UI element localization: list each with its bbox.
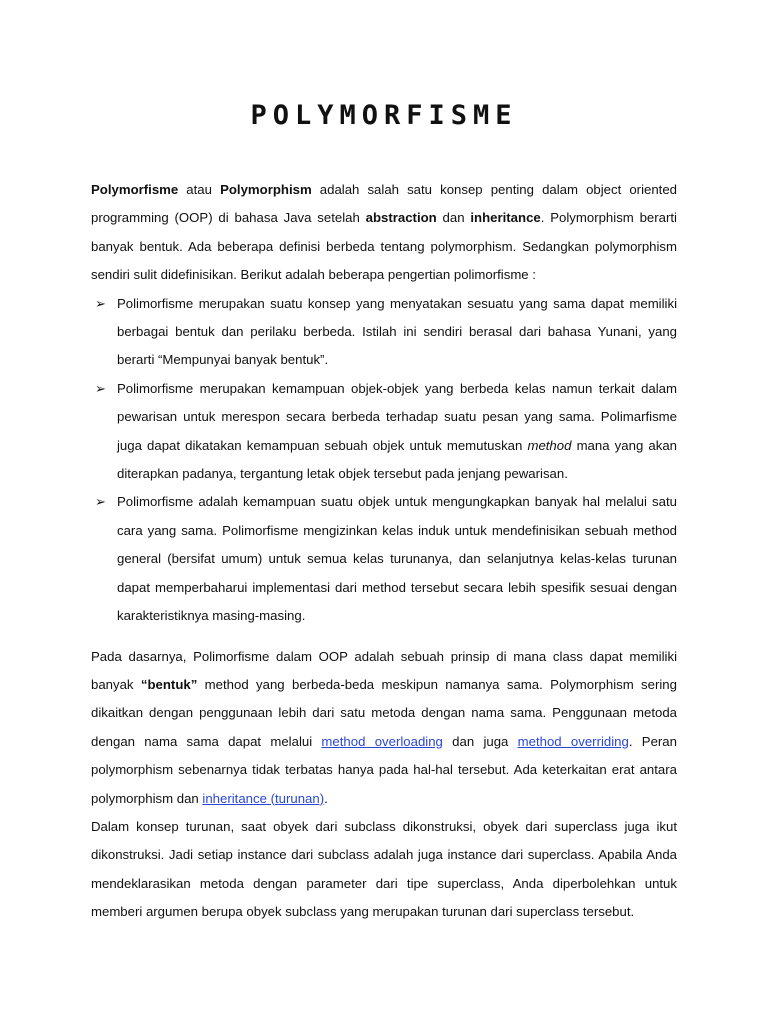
term-abstraction: abstraction — [365, 210, 437, 226]
link-method-overloading[interactable]: method overloading — [321, 733, 443, 749]
intro-text: atau — [178, 182, 221, 197]
paragraph-konsep-turunan: Dalam konsep turunan, saat obyek dari subclass dikonstruksi, obyek dari superclass juga ikut dikonstruksi. Jadi setiap instance dari subclass adalah juga instance dari superclass. Apabila Anda mendeklarasikan metoda dengan parameter dari tipe superclass, Anda diperbolehkan untuk memberi argumen berupa obyek subclass yang merupakan turunan dari superclass tersebut. — [91, 818, 677, 920]
paragraph-spacer — [91, 631, 677, 643]
paragraph-text: . — [324, 790, 328, 806]
intro-text: . Polymorphism berarti banyak bentuk. Ada beberapa definisi berbeda tentang polymorphism. Sedangkan polymorphism sendiri sulit didefinisikan. Berikut adalah beberapa pengertian polimorfisme : — [91, 210, 677, 283]
list-item — [91, 290, 677, 375]
list-item — [91, 375, 677, 489]
paragraph-text: . Peran polymorphism sebenarnya tidak terbatas hanya pada hal-hal tersebut. Ada keterkaitan erat antara polymorphism dan — [91, 733, 677, 806]
document-body — [91, 176, 677, 927]
arrow-bullet-icon: ➢ — [95, 380, 106, 396]
paragraph-pada-dasarnya — [91, 643, 677, 813]
term-bentuk: “bentuk” — [140, 676, 198, 692]
term-polymorphism: Polymorphism — [220, 182, 312, 197]
term-method-italic: method — [527, 437, 572, 453]
term-inheritance: inheritance — [470, 210, 541, 226]
paragraph-text: dan juga — [442, 733, 518, 749]
arrow-bullet-icon: ➢ — [95, 494, 106, 510]
definition-list — [91, 290, 677, 631]
intro-paragraph — [91, 176, 677, 290]
list-item-text: Polimorfisme merupakan suatu konsep yang menyatakan sesuatu yang sama dapat memiliki berbagai bentuk dan perilaku berbeda. Istilah ini sendiri berasal dari bahasa Yunani, yang berarti “Mempunyai banyak bentuk”. — [117, 295, 677, 368]
intro-text: dan — [436, 210, 471, 226]
paragraph-text: method yang berbeda-beda meskipun namanya sama. Polymorphism sering dikaitkan dengan penggunaan lebih dari satu metoda dengan nama sama. Penggunaan metoda dengan nama sama dapat melalui — [91, 676, 677, 749]
list-item-text: mana yang akan diterapkan padanya, tergantung letak objek tersebut pada jenjang pewarisan. — [117, 437, 677, 482]
term-polymorfisme: Polymorfisme — [91, 182, 179, 197]
intro-text: adalah salah satu konsep penting dalam object oriented programming (OOP) di bahasa Java setelah — [91, 182, 678, 226]
list-item — [91, 488, 677, 630]
link-inheritance-turunan[interactable]: inheritance (turunan) — [202, 790, 325, 806]
list-item-text: Polimorfisme merupakan kemampuan objek-objek yang berbeda kelas namun terkait dalam pewarisan untuk merespon secara berbeda terhadap suatu pesan yang sama. Polimarfisme juga dapat dikatakan kemampuan sebuah objek untuk memutuskan — [117, 380, 677, 453]
page-title: POLYMORFISME — [250, 100, 518, 131]
arrow-bullet-icon: ➢ — [95, 295, 106, 311]
paragraph-text: Pada dasarnya, Polimorfisme dalam OOP adalah sebuah prinsip di mana class dapat memiliki banyak — [91, 648, 677, 692]
list-item-text: Polimorfisme adalah kemampuan suatu objek untuk mengungkapkan banyak hal melalui satu cara yang sama. Polimorfisme mengizinkan kelas induk untuk mendefinisikan sebuah method general (bersifat umum) untuk semua kelas turunanya, dan selanjutnya kelas-kelas turunan dapat memperbaharui implementasi dari method tersebut secara lebih spesifik sesuai dengan karakteristiknya masing-masing. — [117, 494, 677, 624]
link-method-overriding[interactable]: method overriding — [517, 733, 629, 749]
